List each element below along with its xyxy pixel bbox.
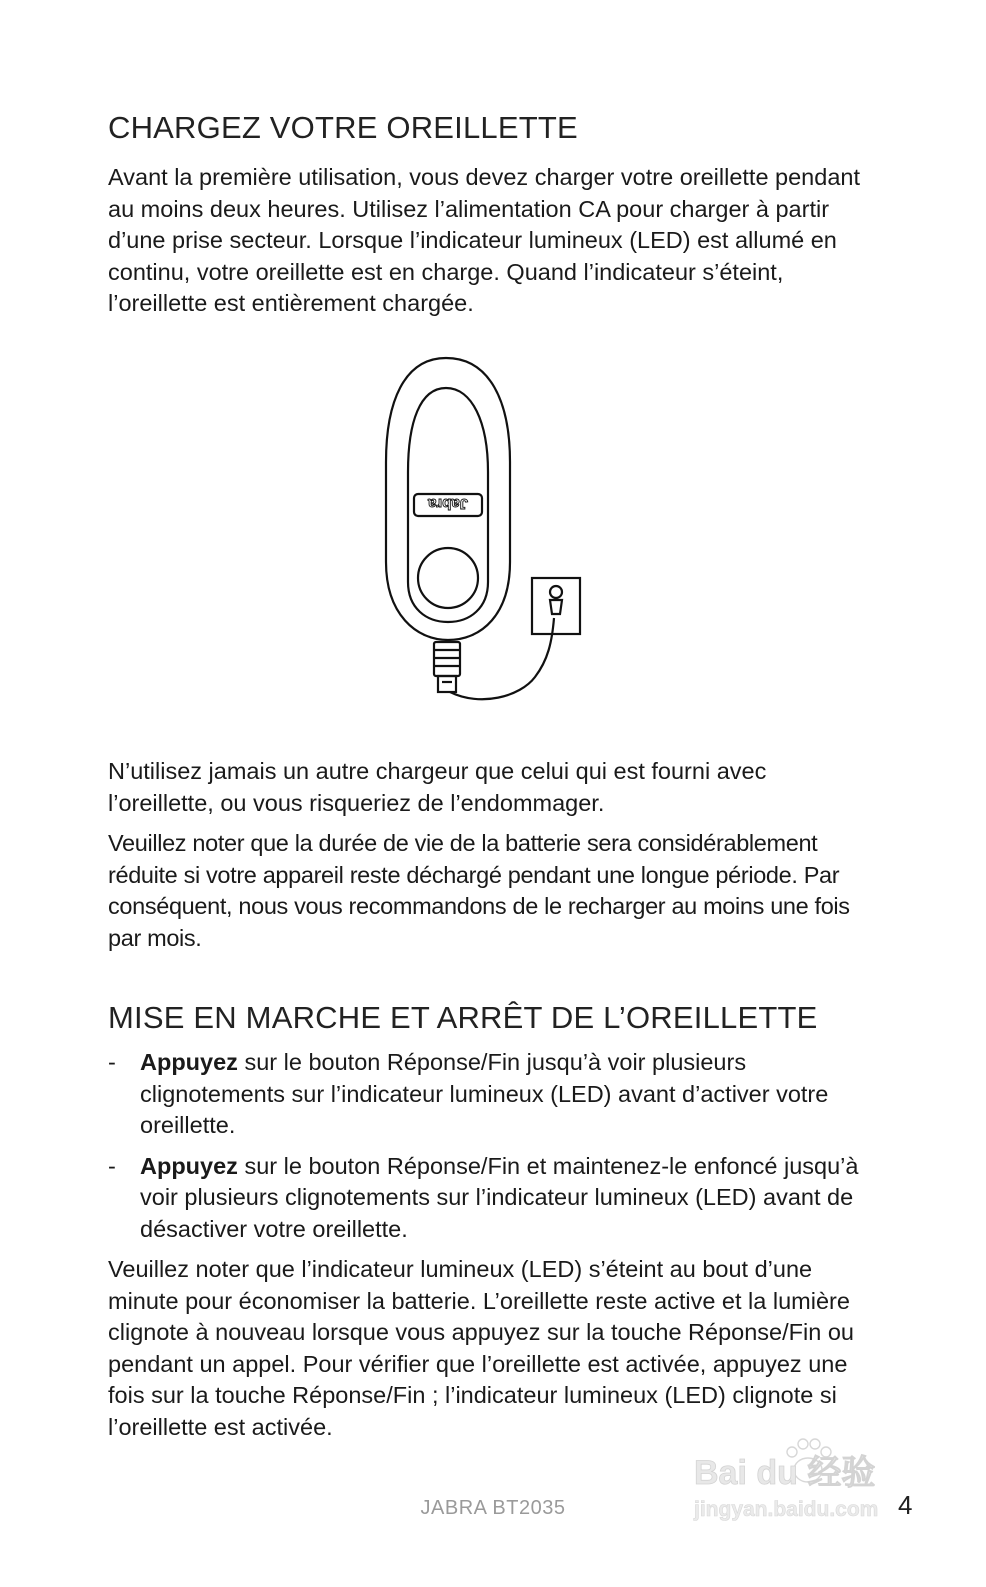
outlet-socket <box>550 586 562 598</box>
section-heading-power: MISE EN MARCHE ET ARRÊT DE L’OREILLETTE <box>108 1000 818 1035</box>
bullet-bold-verb: Appuyez <box>140 1152 238 1179</box>
page-number: 4 <box>898 1490 913 1520</box>
bullet-text: sur le bouton Réponse/Fin jusqu’à voir plusieurs clignotements sur l’indicateur lumineux (LED) avant d’activer votre oreillette. <box>140 1049 829 1138</box>
charger-cable <box>450 618 554 699</box>
bullet-bold-verb: Appuyez <box>140 1049 238 1075</box>
charger-warning-paragraph: N’utilisez jamais un autre chargeur que celui qui est fourni avec l’oreillette, ou vous risqueriez de l’endommager. <box>108 758 767 816</box>
battery-note-paragraph: Veuillez noter que la durée de vie de la batterie sera considérablement réduite si votre appareil reste déchargé pendant une longue période. Par conséquent, nous vous recommandons de le recharger au moins une fois par mois. <box>108 830 850 951</box>
footer-brand: JABRA BT2035 <box>420 1497 566 1519</box>
jabra-logo: Jabra <box>427 495 469 512</box>
section-heading-charge: CHARGEZ VOTRE OREILLETTE <box>108 110 578 145</box>
headset-charging-illustration <box>370 352 590 702</box>
bullet-dash: - <box>108 1049 116 1075</box>
power-instructions-list <box>108 1047 878 1254</box>
bullet-dash: - <box>108 1152 116 1179</box>
led-note-paragraph: Veuillez noter que l’indicateur lumineux (LED) s’éteint au bout d’une minute pour économiser la batterie. L’oreillette reste active et la lumière clignote à nouveau lorsque vous appuyez sur la touche Réponse/Fin ou pendant un appel. Pour vérifier que l’oreillette est activée, appuyez une fois sur la touche Réponse/Fin ; l’indicateur lumineux (LED) clignote si l’oreillette est activée. <box>108 1256 854 1440</box>
list-item <box>108 1047 878 1142</box>
baidu-watermark <box>690 1428 920 1528</box>
charger-plug-tip <box>438 676 456 692</box>
answer-end-button <box>418 548 478 608</box>
watermark-url: jingyan.baidu.com <box>694 1498 879 1521</box>
bullet-text: sur le bouton Réponse/Fin et maintenez-le enfoncé jusqu’à voir plusieurs clignotements sur l’indicateur lumineux (LED) avant de désactiver votre oreillette. <box>140 1152 859 1242</box>
list-item <box>108 1151 878 1246</box>
watermark-logo-text: Bai du 经验 <box>694 1454 876 1492</box>
charge-intro-paragraph: Avant la première utilisation, vous devez charger votre oreillette pendant au moins deux heures. Utilisez l’alimentation CA pour charger à partir d’une prise secteur. Lorsque l’indicateur lumineux (LED) est allumé en continu, votre oreillette est en charge. Quand l’indicateur s’éteint, l’oreillette est entièrement chargée. <box>108 164 860 316</box>
